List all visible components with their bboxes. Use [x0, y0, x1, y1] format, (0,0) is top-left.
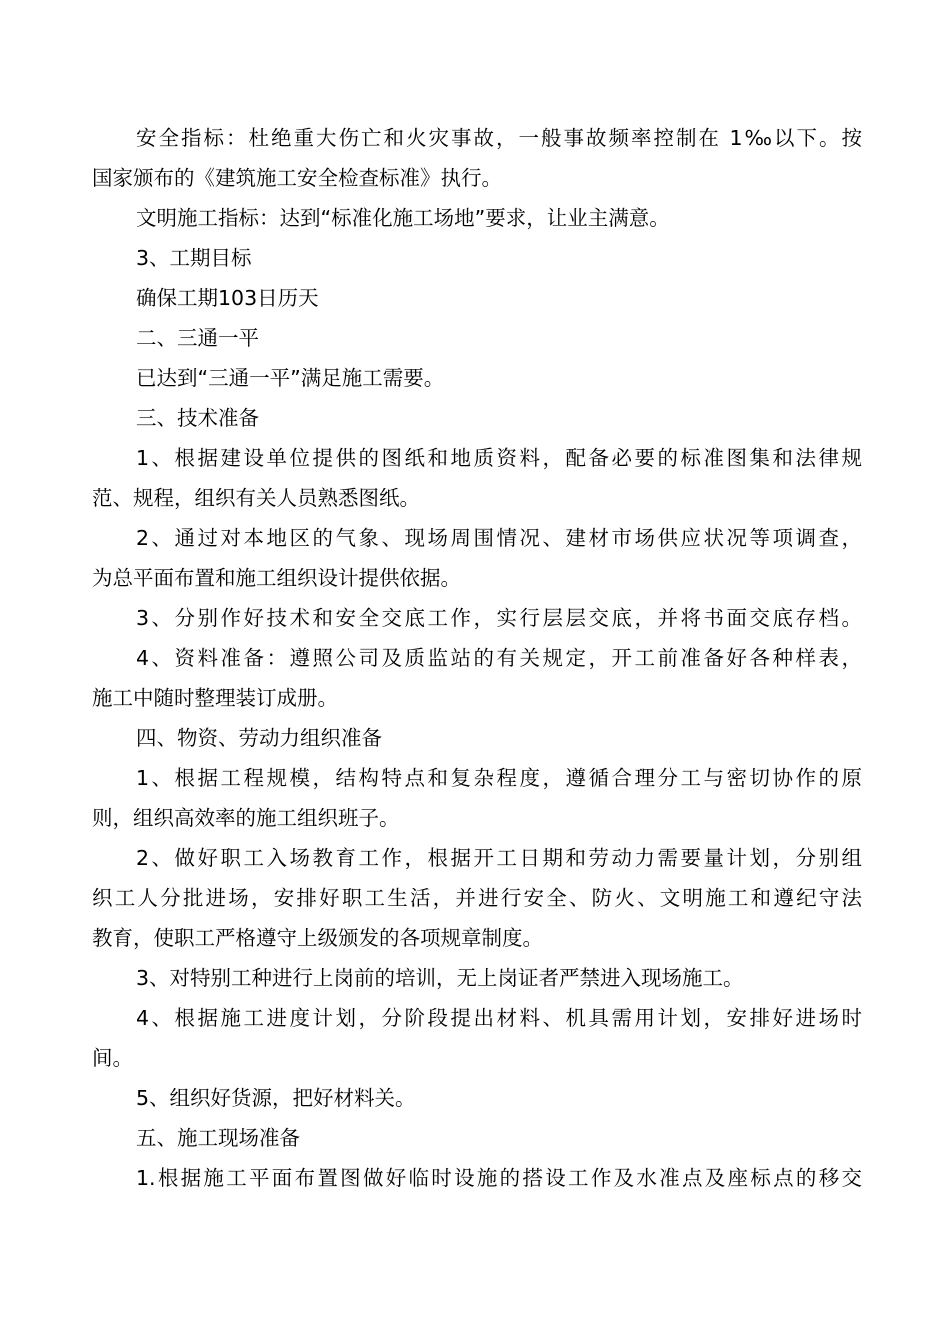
section-two-heading: 二、三通一平 [136, 326, 259, 350]
labor-item-1-line-2: 则，组织高效率的施工组织班子。 [92, 806, 400, 830]
labor-item-4-line-1: 4、根据施工进度计划，分阶段提出材料、机具需用计划，安排好进场时 [136, 1006, 862, 1030]
labor-item-2-line-2: 织工人分批进场，安排好职工生活，并进行安全、防火、文明施工和遵纪守法 [92, 886, 862, 910]
section-four-heading: 四、物资、劳动力组织准备 [136, 726, 382, 750]
labor-item-5-line: 5、组织好货源，把好材料关。 [136, 1086, 416, 1110]
section-two-text: 已达到“三通一平”满足施工需要。 [136, 366, 445, 390]
tech-item-3-line: 3、分别作好技术和安全交底工作，实行层层交底，并将书面交底存档。 [136, 606, 862, 630]
schedule-duration-line: 确保工期103日历天 [136, 286, 319, 310]
tech-item-2-line-2: 为总平面布置和施工组织设计提供依据。 [92, 566, 461, 590]
safety-indicator-line-1: 安全指标：杜绝重大伤亡和火灾事故，一般事故频率控制在 1‰以下。按 [136, 126, 862, 150]
safety-indicator-line-2: 国家颁布的《建筑施工安全检查标准》执行。 [92, 166, 502, 190]
labor-item-2-line-3: 教育，使职工严格遵守上级颁发的各项规章制度。 [92, 926, 543, 950]
tech-item-4-line-1: 4、资料准备：遵照公司及质监站的有关规定，开工前准备好各种样表， [136, 646, 862, 670]
tech-item-1-line-2: 范、规程，组织有关人员熟悉图纸。 [92, 486, 420, 510]
tech-item-1-line-1: 1、根据建设单位提供的图纸和地质资料，配备必要的标准图集和法律规 [136, 446, 862, 470]
schedule-goal-heading: 3、工期目标 [136, 246, 252, 270]
site-item-1-line-1: 1.根据施工平面布置图做好临时设施的搭设工作及水准点及座标点的移交 [136, 1166, 862, 1190]
tech-item-2-line-1: 2、通过对本地区的气象、现场周围情况、建材市场供应状况等项调查， [136, 526, 862, 550]
labor-item-2-line-1: 2、做好职工入场教育工作，根据开工日期和劳动力需要量计划，分别组 [136, 846, 862, 870]
labor-item-4-line-2: 间。 [92, 1046, 133, 1070]
labor-item-3-line: 3、对特别工种进行上岗前的培训，无上岗证者严禁进入现场施工。 [136, 966, 744, 990]
civilized-construction-line: 文明施工指标：达到“标准化施工场地”要求，让业主满意。 [136, 206, 670, 230]
labor-item-1-line-1: 1、根据工程规模，结构特点和复杂程度，遵循合理分工与密切协作的原 [136, 766, 862, 790]
tech-item-4-line-2: 施工中随时整理装订成册。 [92, 686, 338, 710]
section-five-heading: 五、施工现场准备 [136, 1126, 300, 1150]
section-three-heading: 三、技术准备 [136, 406, 259, 430]
